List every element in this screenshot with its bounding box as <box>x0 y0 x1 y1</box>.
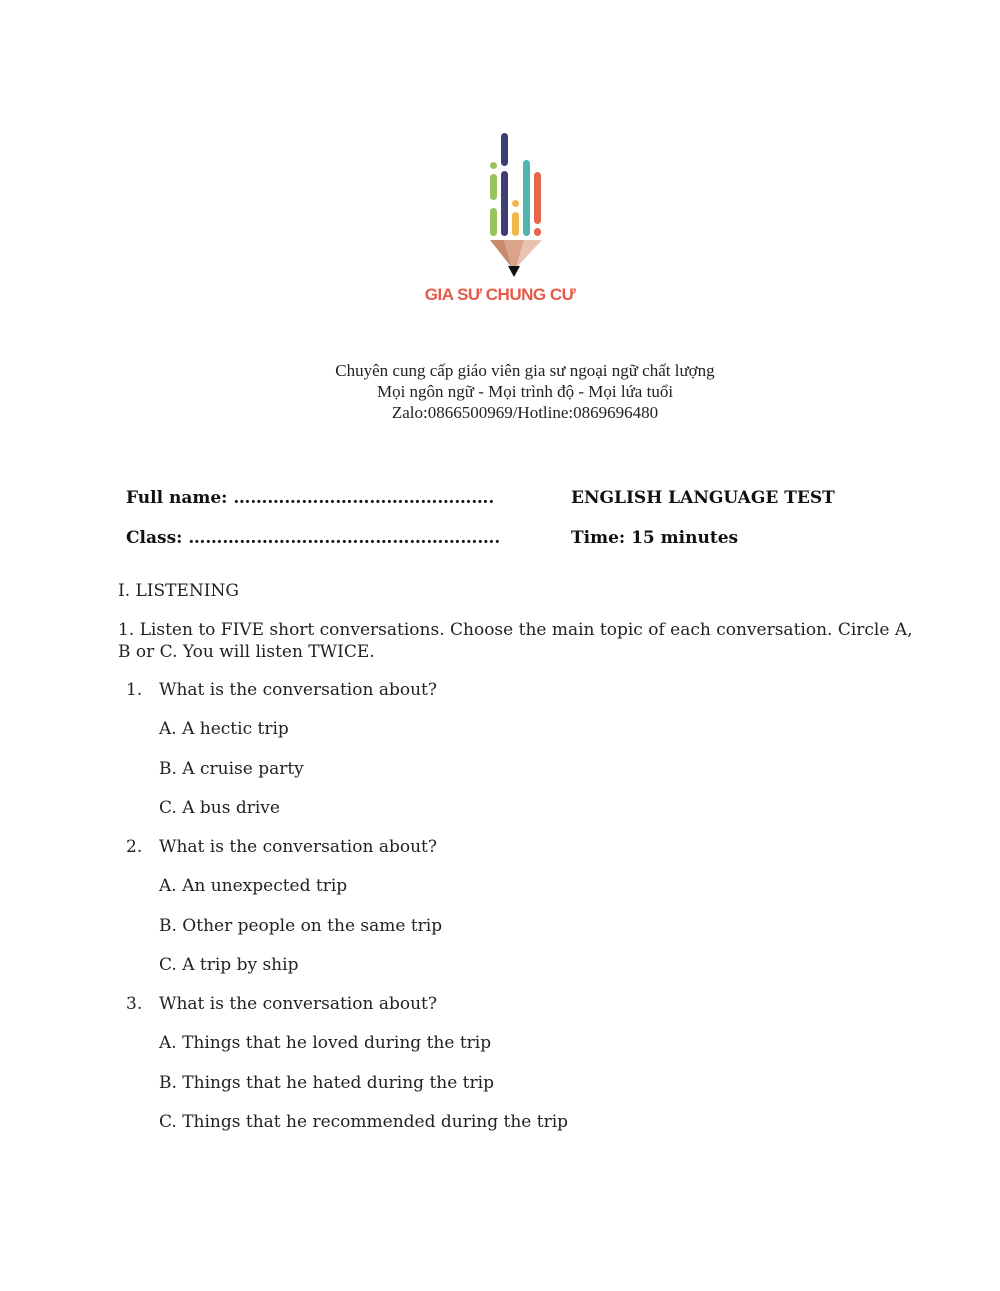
answer-option: B. Other people on the same trip <box>159 916 443 936</box>
answer-option: B. A cruise party <box>159 759 304 779</box>
test-time: Time: 15 minutes <box>571 528 739 548</box>
answer-option: C. A bus drive <box>159 798 280 818</box>
answer-option: A. An unexpected trip <box>159 876 348 896</box>
question-number: 2. <box>126 837 143 857</box>
test-title: ENGLISH LANGUAGE TEST <box>571 488 835 508</box>
answer-option: A. A hectic trip <box>159 719 289 739</box>
full-name-field: Full name: ………………………………………. <box>126 488 495 508</box>
answer-option: B. Things that he hated during the trip <box>159 1073 494 1093</box>
answer-option: C. Things that he recommended during the trip <box>159 1112 569 1132</box>
answer-option: C. A trip by ship <box>159 955 299 975</box>
question-text: What is the conversation about? <box>159 837 437 857</box>
section-title: I. LISTENING <box>118 581 239 601</box>
tagline-contact: Zalo:0866500969/Hotline:0869696480 <box>391 403 659 422</box>
tagline-line-1: Chuyên cung cấp giáo viên gia sư ngoại ngữ chất lượng <box>335 361 715 380</box>
instruction-line-1: 1. Listen to FIVE short conversations. Choose the main topic of each conversation. Circle A, <box>118 620 913 640</box>
tagline-line-2: Mọi ngôn ngữ - Mọi trình độ - Mọi lứa tuổi <box>376 382 674 401</box>
pencil-bars-logo-icon <box>440 128 600 308</box>
question-text: What is the conversation about? <box>159 680 437 700</box>
class-field: Class: ………………………………………………. <box>126 528 501 548</box>
question-number: 1. <box>126 680 143 700</box>
question-text: What is the conversation about? <box>159 994 437 1014</box>
instruction-line-2: B or C. You will listen TWICE. <box>118 642 375 662</box>
question-number: 3. <box>126 994 143 1014</box>
answer-option: A. Things that he loved during the trip <box>159 1033 492 1053</box>
brand-name: GIA SƯ CHUNG CƯ <box>424 285 576 304</box>
